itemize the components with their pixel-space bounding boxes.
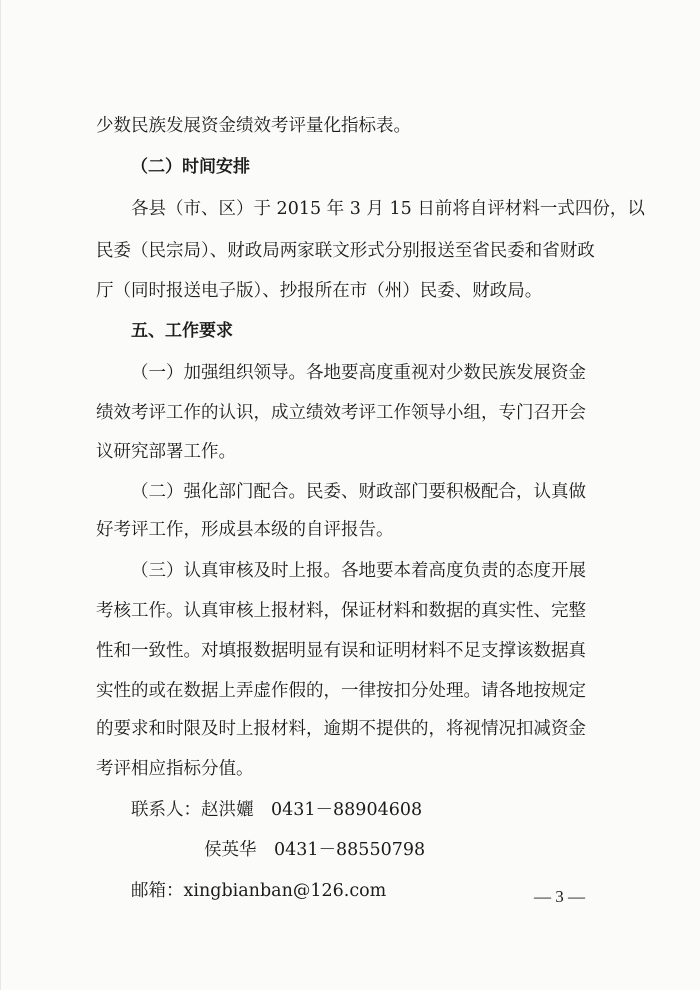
body-line-14: 性和一致性。对填报数据明显有误和证明材料不足支撑该数据真 [96, 641, 586, 661]
body-line-13: 考核工作。认真审核上报材料，保证材料和数据的真实性、完整 [96, 601, 586, 621]
email-line: 邮箱：xingbianban@126.com [131, 881, 387, 901]
body-line-1: 少数民族发展资金绩效考评量化指标表。 [96, 116, 411, 136]
body-line-11: 好考评工作，形成县本级的自评报告。 [96, 520, 394, 540]
body-line-16: 的要求和时限及时上报材料，逾期不提供的，将视情况扣减资金 [96, 719, 586, 739]
body-line-7: （一）加强组织领导。各地要高度重视对少数民族发展资金 [131, 363, 586, 383]
body-line-4: 民委（民宗局）、财政局两家联文形式分别报送至省民委和省财政 [96, 241, 595, 261]
body-line-15: 实性的或在数据上弄虚作假的，一律按扣分处理。请各地按规定 [96, 681, 586, 701]
body-line-10: （二）强化部门配合。民委、财政部门要积极配合，认真做 [131, 482, 586, 502]
body-line-9: 议研究部署工作。 [96, 442, 236, 462]
section-heading-work-requirements: 五、工作要求 [131, 321, 233, 341]
body-line-17: 考评相应指标分值。 [96, 759, 254, 779]
body-line-12: （三）认真审核及时上报。各地要本着高度负责的态度开展 [131, 561, 586, 581]
body-line-5: 厅（同时报送电子版）、抄报所在市（州）民委、财政局。 [96, 281, 543, 301]
body-line-8: 绩效考评工作的认识，成立绩效考评工作领导小组，专门召开会 [96, 403, 586, 423]
contact-person-second-line: 侯英华 0431－88550798 [204, 840, 426, 860]
page-number: — 3 — [534, 887, 585, 906]
body-line-3: 各县（市、区）于 2015 年 3 月 15 日前将自评材料一式四份，以 [131, 199, 645, 219]
section-heading-time-schedule: （二）时间安排 [131, 157, 250, 177]
contact-person-line: 联系人：赵洪孋 0431－88904608 [131, 800, 423, 820]
